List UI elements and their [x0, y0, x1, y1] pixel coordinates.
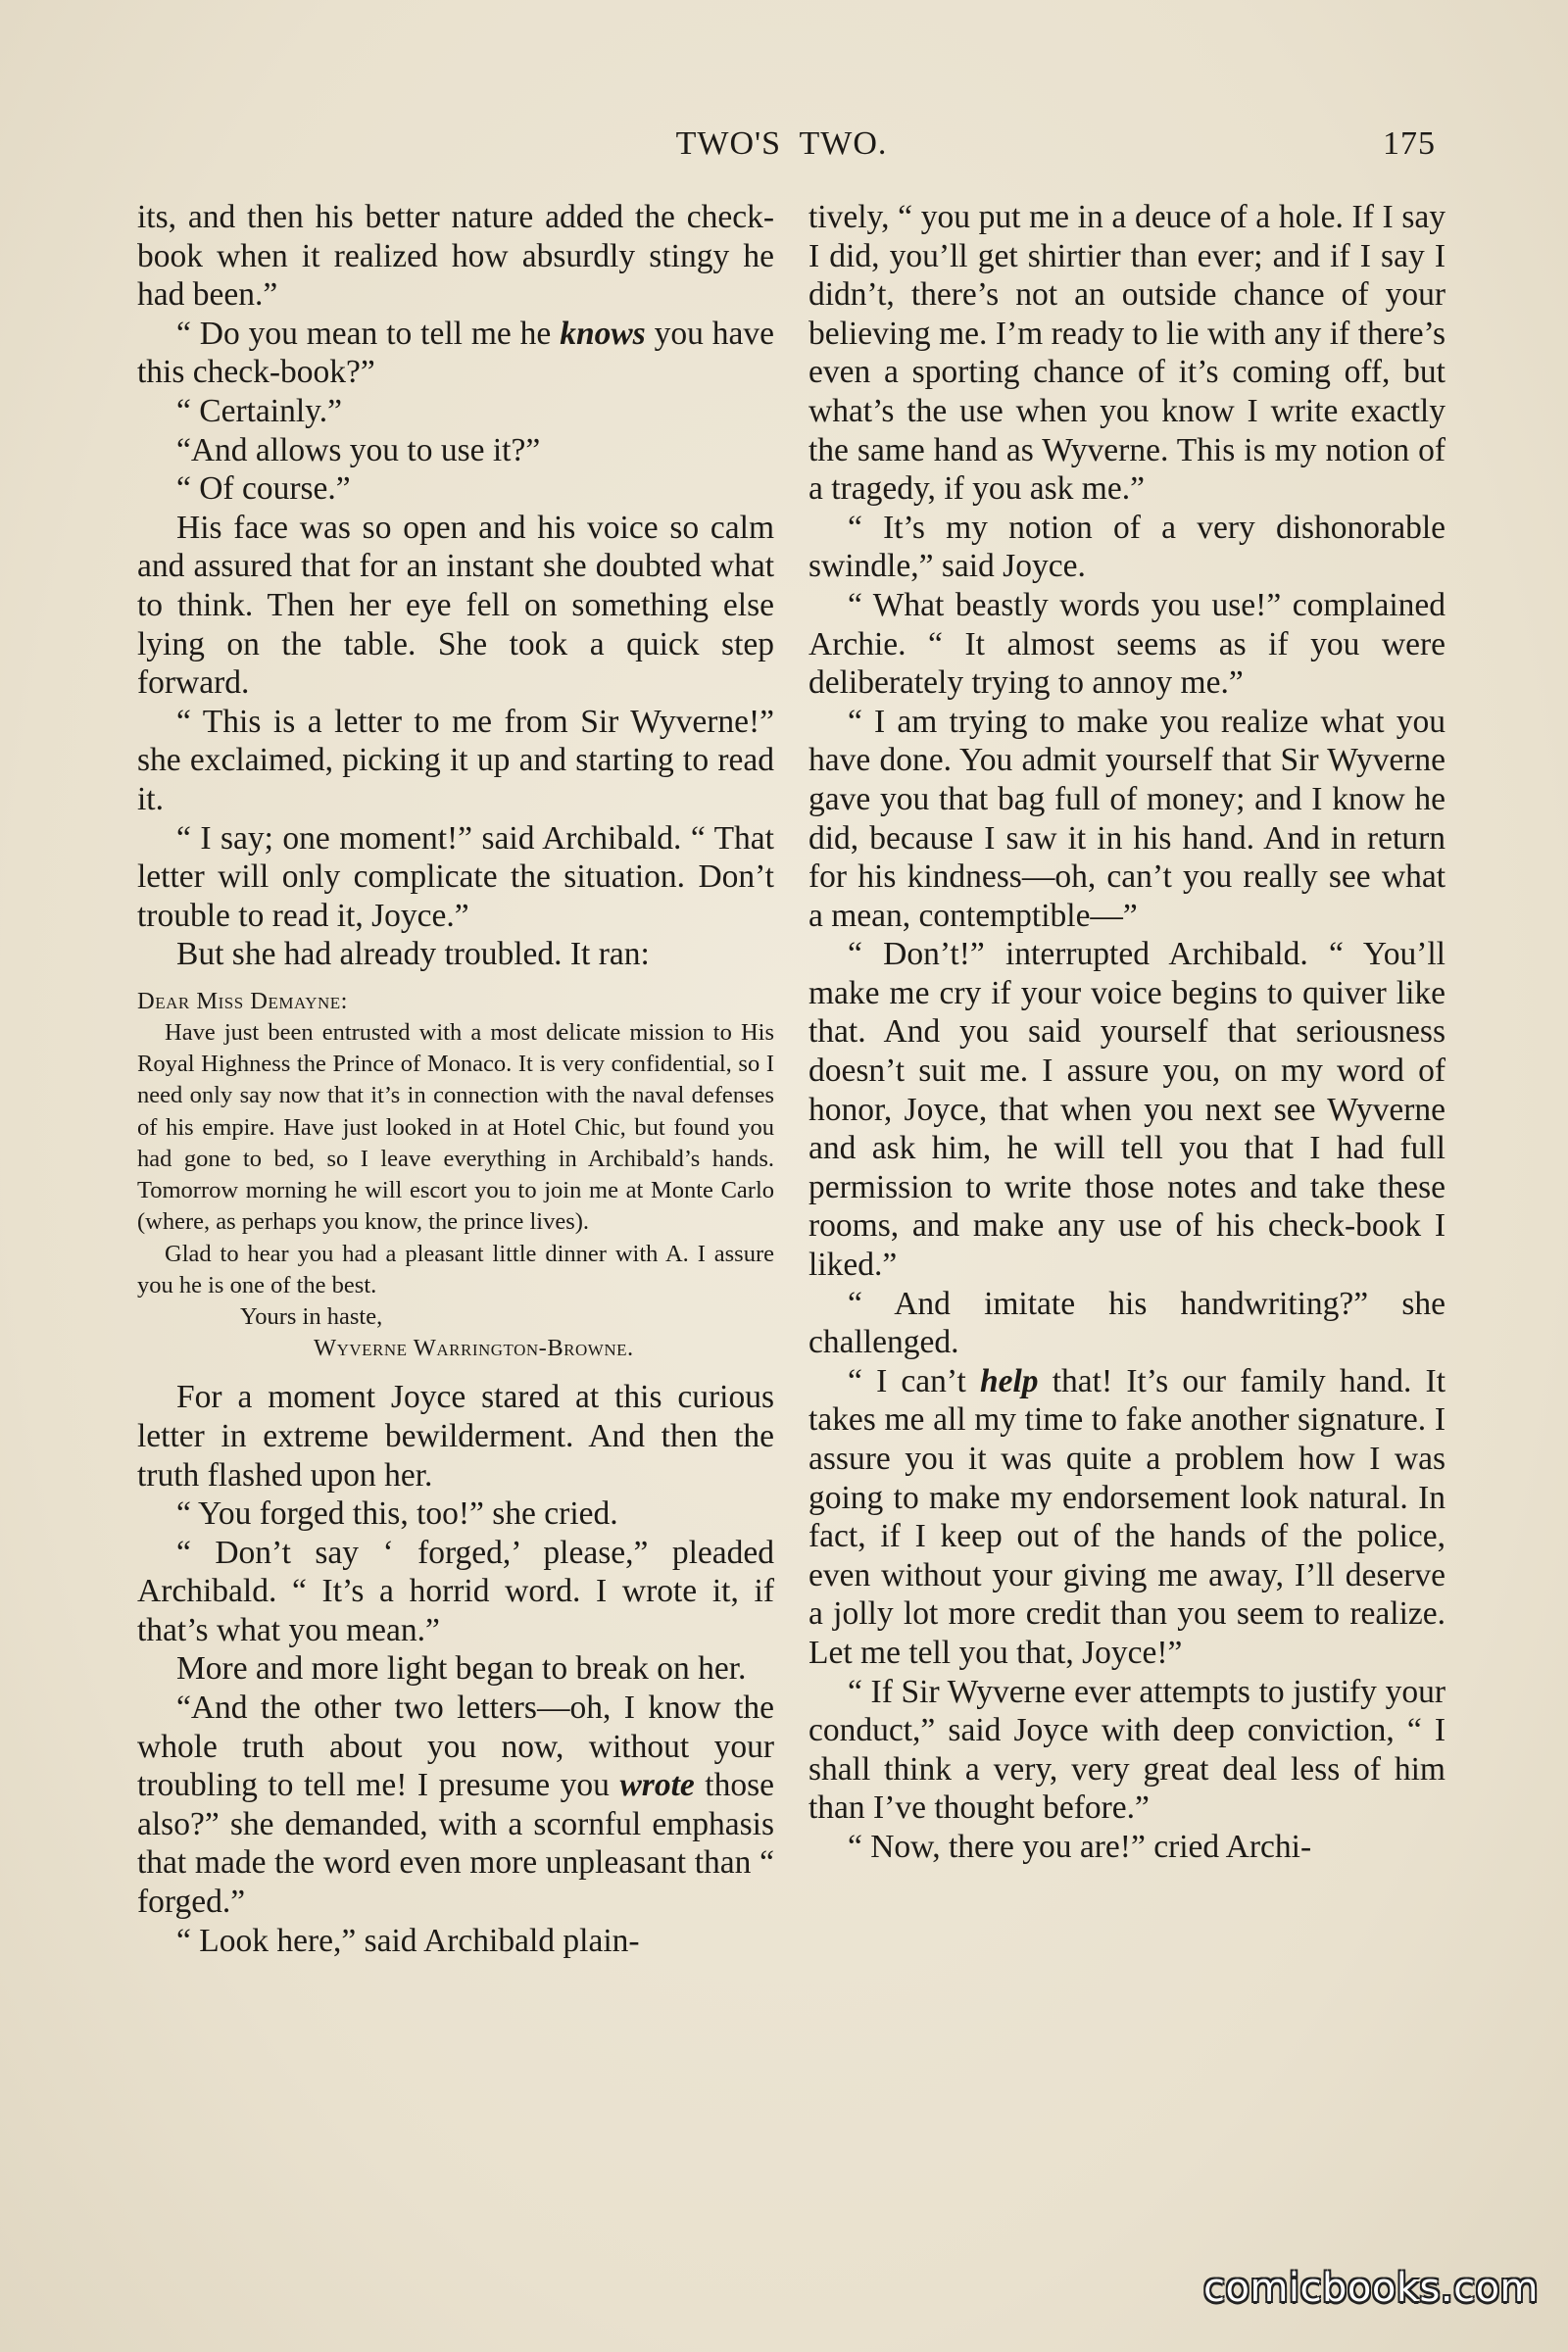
letter-signature: Wyverne Warrington-Browne.	[314, 1335, 634, 1362]
paragraph: But she had already troubled. It ran:	[176, 936, 650, 973]
letter-closing: Yours in haste,	[240, 1302, 383, 1330]
paragraph: “ I can’t help that! It’s our family hand. It takes me all my time to fake another signature. I assure you it was quite a problem how I was going to make my endorsement look natural. In fact, if I keep out of the hands of the police, even without your giving me away, I’ll deserve a jolly lot more credit than you seem to realize. Let me tell you that, Joyce!”	[808, 1362, 1446, 1671]
paragraph: “ You forged this, too!” she cried.	[176, 1495, 618, 1533]
paragraph: More and more light began to break on her.	[176, 1650, 747, 1688]
paragraph: “ And imitate his handwriting?” she challenged.	[808, 1285, 1446, 1361]
paragraph: “And allows you to use it?”	[176, 431, 541, 468]
paragraph: “ I am trying to make you realize what you have done. You admit yourself that Sir Wyverne gave you that bag full of money; and I know he did, because I saw it in his hand. And in return for his kindness—oh, can’t you really see what a mean, contemptible—”	[808, 703, 1446, 934]
emphasis: knows	[560, 315, 646, 352]
paragraph: For a moment Joyce stared at this curious letter in extreme bewilderment. And then the truth flashed upon her.	[137, 1379, 774, 1494]
emphasis: wrote	[619, 1767, 695, 1804]
paragraph: “ Now, there you are!” cried Archi-	[848, 1828, 1312, 1865]
left-column	[137, 198, 774, 1960]
paragraph: “ This is a letter to me from Sir Wyverne!” she exclaimed, picking it up and starting to read it.	[137, 703, 774, 817]
quoted-letter	[137, 986, 774, 1364]
site-watermark: comicbooks.com	[1203, 2266, 1540, 2311]
page-header	[127, 125, 1436, 174]
letter-salutation: Dear Miss Demayne:	[137, 987, 348, 1014]
paragraph: “ If Sir Wyverne ever attempts to justify your conduct,” said Joyce with deep conviction, “ I shall think a very, very great deal less of him than I’ve thought before.”	[808, 1673, 1446, 1827]
paragraph: “ I say; one moment!” said Archibald. “ That letter will only complicate the situation. Don’t trouble to read it, Joyce.”	[137, 819, 774, 934]
paragraph: “ It’s my notion of a very dishonorable swindle,” said Joyce.	[808, 509, 1446, 585]
paragraph: its, and then his better nature added the check-book when it realized how absurdly stingy he had been.”	[137, 199, 774, 314]
paragraph: “ Of course.”	[176, 470, 351, 508]
paragraph: His face was so open and his voice so calm and assured that for an instant she doubted what to think. Then her eye fell on something else lying on the table. She took a quick step forward.	[137, 509, 774, 702]
paragraph: “ What beastly words you use!” complained Archie. “ It almost seems as if you were deliberately trying to annoy me.”	[808, 586, 1446, 702]
paragraph: tively, “ you put me in a deuce of a hole. If I say I did, you’ll get shirtier than ever; and if I say I didn’t, there’s not an outside chance of your believing me. I’m ready to lie with any if there’s even a sporting chance of it’s coming off, but what’s the use when you know I write exactly the same hand as Wyverne. This is my notion of a tragedy, if you ask me.”	[808, 199, 1446, 508]
right-column	[808, 198, 1446, 1867]
paragraph: “And the other two letters—oh, I know the whole truth about you now, without your troubling to tell me! I presume you wrote those also?” she demanded, with a scornful emphasis that made the word even more unpleasant than “ forged.”	[137, 1690, 775, 1921]
page-number: 175	[1383, 125, 1436, 162]
letter-body: Have just been entrusted with a most delicate mission to His Royal Highness the Prince of Monaco. It is very confidential, so I need only say now that it’s in connection with the naval defenses of his empire. Have just looked in at Hotel Chic, but found you had gone to bed, so I leave everything in Archibald’s hands. Tomorrow morning he will escort you to join me at Monte Carlo (where, as perhaps you know, the prince lives).	[137, 1019, 774, 1236]
paragraph: “ Don’t say ‘ forged,’ please,” pleaded Archibald. “ It’s a horrid word. I wrote it, if that’s what you mean.”	[137, 1534, 774, 1648]
running-title: TWO'S TWO.	[675, 125, 888, 162]
letter-body: Glad to hear you had a pleasant little dinner with A. I assure you he is one of the best.	[137, 1240, 774, 1298]
paragraph: “ Certainly.”	[176, 392, 342, 429]
paragraph: “ Don’t!” interrupted Archibald. “ You’ll make me cry if your voice begins to quiver like that. And you said yourself that seriousness doesn’t suit me. I assure you, on my word of honor, Joyce, that when you next see Wyverne and ask him, he will tell you that I had full permission to write those notes and take these rooms, and make any use of his check-book I liked.”	[808, 936, 1446, 1284]
paragraph: “ Do you mean to tell me he knows you have this check-book?”	[137, 315, 774, 391]
paragraph: “ Look here,” said Archibald plain-	[176, 1922, 640, 1959]
emphasis: help	[979, 1362, 1039, 1399]
